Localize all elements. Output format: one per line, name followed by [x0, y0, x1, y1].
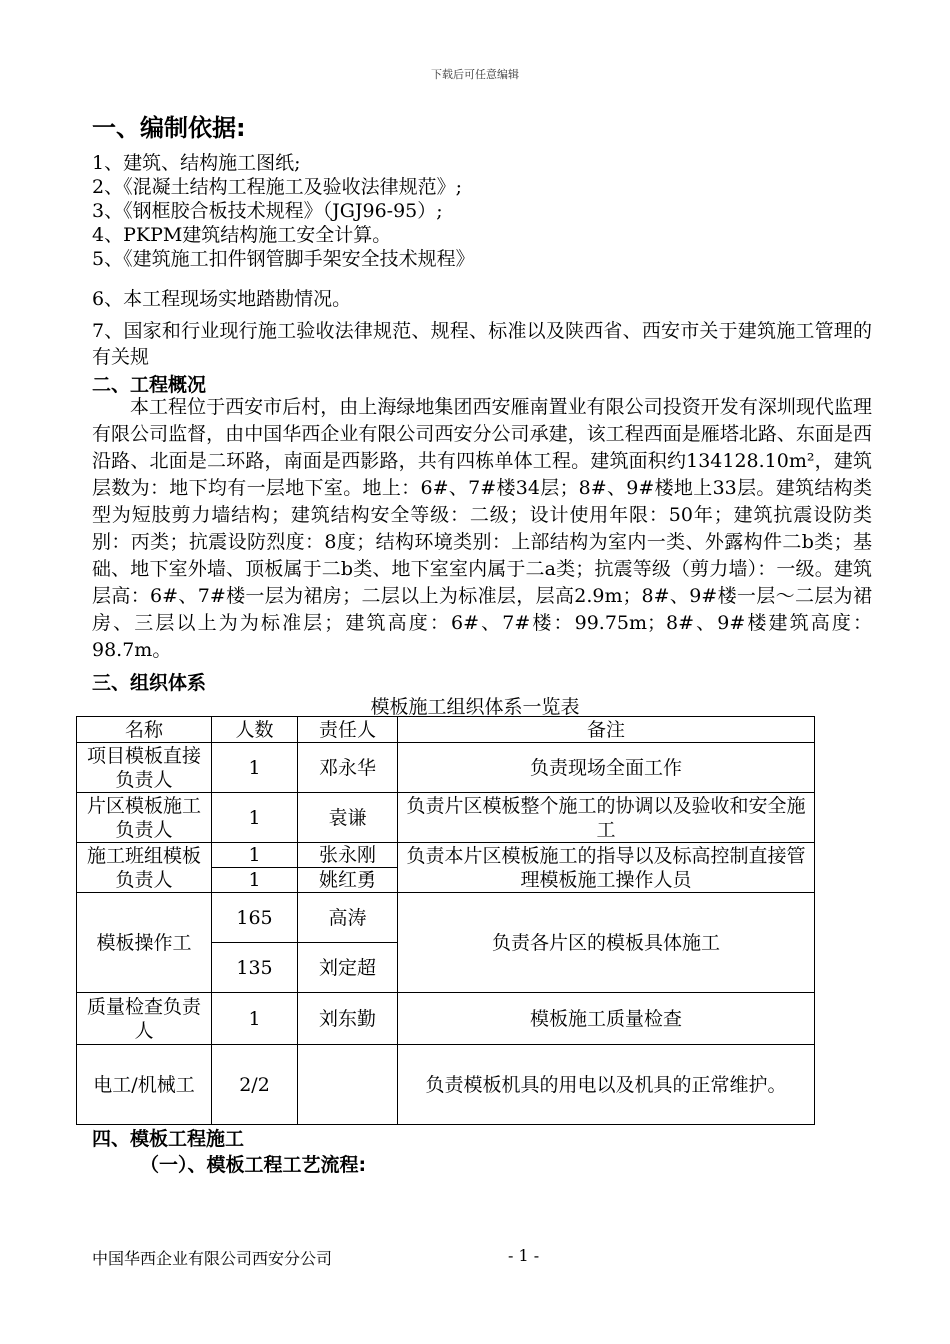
row-name: 电工/机械工	[77, 1045, 212, 1125]
section2-title: 二、工程概况	[92, 374, 207, 396]
row-count: 1	[212, 868, 298, 893]
table-row	[77, 743, 815, 793]
section1-title: 一、编制依据:	[92, 114, 246, 142]
table-title: 模板施工组织体系一览表	[370, 696, 580, 718]
section3-title: 三、组织体系	[92, 672, 207, 694]
table-row	[77, 843, 815, 868]
row-note: 负责模板机具的用电以及机具的正常维护。	[398, 1045, 815, 1125]
basis-item-7: 7、国家和行业现行施工验收法律规范、规程、标准以及陕西省、西安市关于建筑施工管理的有关规	[92, 320, 872, 368]
table-row	[77, 793, 815, 843]
row-person: 袁谦	[298, 793, 398, 843]
row-count: 135	[212, 943, 298, 993]
row-name: 项目模板直接负责人	[77, 743, 212, 793]
basis-item-4: 4、PKPM建筑结构施工安全计算。	[92, 224, 392, 246]
row-note: 负责片区模板整个施工的协调以及验收和安全施工	[398, 793, 815, 843]
header-name: 名称	[77, 717, 212, 743]
row-person: 姚红勇	[298, 868, 398, 893]
header-note: 下载后可任意编辑	[431, 68, 519, 81]
org-table	[76, 716, 815, 1125]
row-person: 刘东勤	[298, 993, 398, 1045]
row-person: 邓永华	[298, 743, 398, 793]
row-count: 2/2	[212, 1045, 298, 1125]
row-note: 负责本片区模板施工的指导以及标高控制直接管理模板施工操作人员	[398, 843, 815, 893]
row-note: 模板施工质量检查	[398, 993, 815, 1045]
row-person: 刘定超	[298, 943, 398, 993]
basis-item-6: 6、本工程现场实地踏勘情况。	[92, 288, 352, 310]
row-name: 模板操作工	[77, 893, 212, 993]
section4-title: 四、模板工程施工	[92, 1128, 245, 1150]
project-overview: 本工程位于西安市后村，由上海绿地集团西安雁南置业有限公司投资开发有深圳现代监理有限公司监督，由中国华西企业有限公司西安分公司承建，该工程西面是雁塔北路、东面是西沿路、北面是二环路，南面是西影路，共有四栋单体工程。建筑面积约134128.10m²，建筑层数为：地下均有一层地下室。地上：6#、7#楼34层；8#、9#楼地上33层。建筑结构类型为短肢剪力墙结构；建筑结构安全等级：二级；设计使用年限：50年；建筑抗震设防类别：丙类；抗震设防烈度：8度；结构环境类别：上部结构为室内一类、外露构件二b类；基础、地下室外墙、顶板属于二b类、地下室室内属于二a类；抗震等级（剪力墙）：一级。建筑层高：6#、7#楼一层为裙房；二层以上为标准层，层高2.9m；8#、9#楼一层～二层为裙房、三层以上为为标准层；建筑高度：6#、7#楼：99.75m；8#、9#楼建筑高度：98.7m。	[92, 396, 872, 661]
row-person	[298, 1045, 398, 1125]
header-count: 人数	[212, 717, 298, 743]
row-note: 负责各片区的模板具体施工	[398, 893, 815, 993]
row-count: 165	[212, 893, 298, 943]
row-name: 片区模板施工负责人	[77, 793, 212, 843]
row-person: 高涛	[298, 893, 398, 943]
basis-item-5: 5、《建筑施工扣件钢管脚手架安全技术规程》	[92, 248, 475, 270]
table-row	[77, 893, 815, 943]
table-header-row	[77, 717, 815, 743]
row-count: 1	[212, 793, 298, 843]
header-person: 责任人	[298, 717, 398, 743]
basis-item-1: 1、建筑、结构施工图纸;	[92, 152, 301, 174]
header-note: 备注	[398, 717, 815, 743]
section4-subtitle: （一）、模板工程工艺流程:	[140, 1154, 367, 1176]
basis-item-3: 3、《钢框胶合板技术规程》（JGJ96-95）;	[92, 200, 443, 222]
table-row	[77, 993, 815, 1045]
row-count: 1	[212, 993, 298, 1045]
row-person: 张永刚	[298, 843, 398, 868]
row-note: 负责现场全面工作	[398, 743, 815, 793]
basis-item-2: 2、《混凝土结构工程施工及验收法律规范》;	[92, 176, 462, 198]
page-number: - 1 -	[508, 1246, 540, 1265]
table-row	[77, 1045, 815, 1125]
row-name: 质量检查负责人	[77, 993, 212, 1045]
row-name: 施工班组模板负责人	[77, 843, 212, 893]
row-count: 1	[212, 843, 298, 868]
footer-company: 中国华西企业有限公司西安分公司	[92, 1249, 333, 1268]
row-count: 1	[212, 743, 298, 793]
